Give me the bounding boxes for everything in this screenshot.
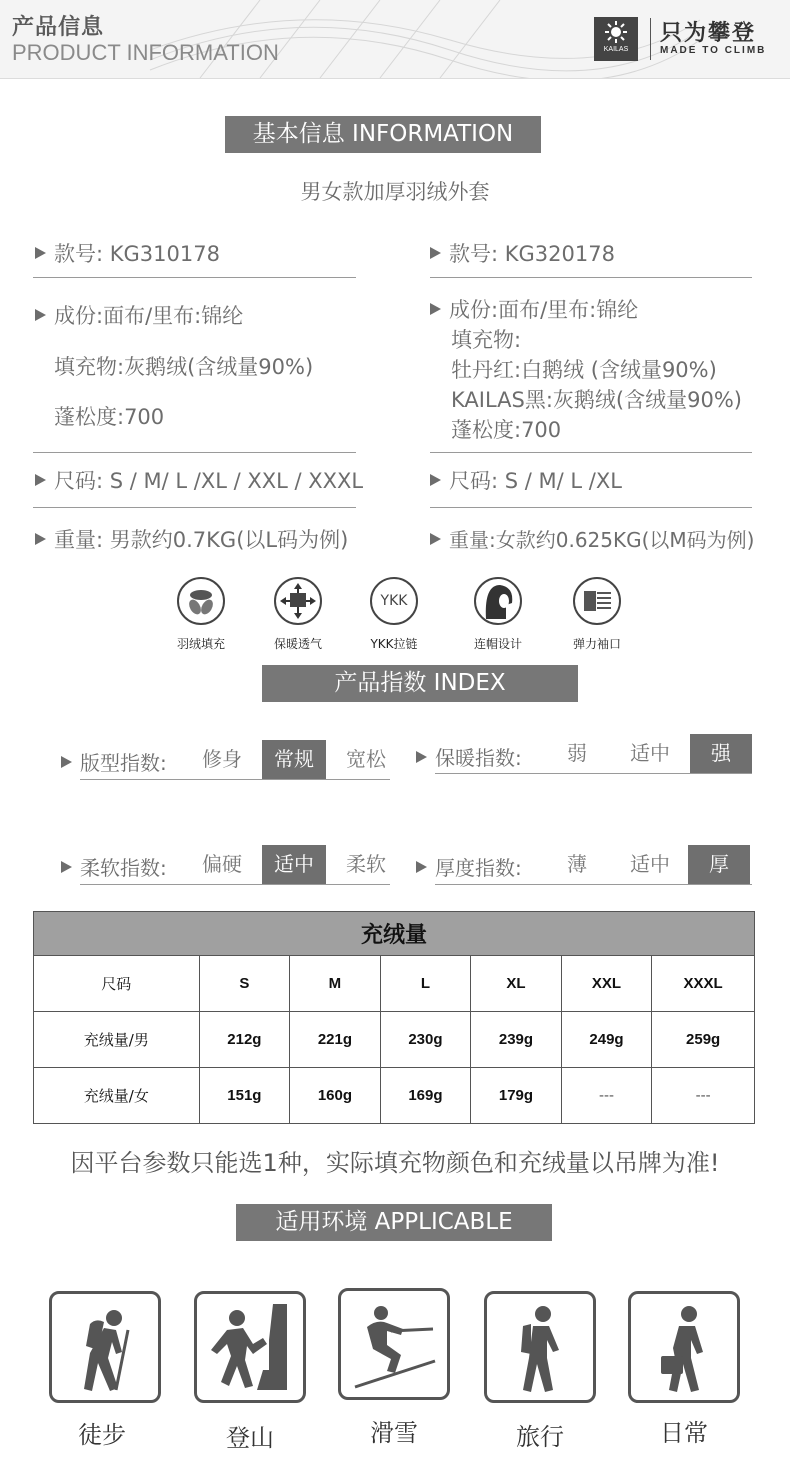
arrow-icon [35,474,46,486]
table-cell: 230g [380,1012,471,1068]
divider [80,884,390,885]
right-sizes: 尺码: S / M/ L /XL [430,465,622,495]
activity-label-travel: 旅行 [516,1423,564,1451]
daily-icon [628,1291,740,1403]
table-title: 充绒量 [34,912,755,956]
table-cell: 259g [652,1012,755,1068]
table-cell: 尺码 [34,956,200,1012]
table-cell: 充绒量/男 [34,1012,200,1068]
arrow-icon [430,474,441,486]
thickness-option-medium: 适中 [630,852,670,876]
slogan-en: MADE TO CLIMB [660,45,767,56]
arrow-icon [416,861,427,873]
fit-option-loose: 宽松 [346,747,386,771]
arrow-icon [61,861,72,873]
arrow-icon [430,247,441,259]
table-cell: XL [471,956,562,1012]
right-loft: 蓬松度:700 [451,418,562,442]
left-filling: 填充物:灰鹅绒(含绒量90%) [54,355,314,379]
arrow-icon [35,533,46,545]
activity-label-daily: 日常 [660,1419,708,1447]
table-row [34,1012,755,1068]
right-composition: 成份:面布/里布:锦纶 [430,294,638,324]
softness-option-soft: 柔软 [346,852,386,876]
platform-note: 因平台参数只能选1种，实际填充物颜色和充绒量以吊牌为准! [70,1149,720,1177]
softness-option-hard: 偏硬 [202,852,242,876]
warmth-option-weak: 弱 [567,741,587,765]
feature-hood: 连帽设计 [448,577,548,652]
warmth-option-medium: 适中 [630,741,670,765]
divider [435,773,752,774]
softness-option-medium: 适中 [262,845,326,884]
warmth-option-strong: 强 [690,734,752,773]
header-title-cn: 产品信息 [12,15,105,40]
table-cell: 151g [199,1068,290,1124]
table-cell: 249g [561,1012,652,1068]
arrow-icon [416,751,427,763]
applicable-title: 适用环境 APPLICABLE [236,1204,552,1241]
brand-name: KAILAS [603,46,629,53]
table-cell: 充绒量/女 [34,1068,200,1124]
right-model: 款号: KG320178 [430,238,615,268]
table-cell: 169g [380,1068,471,1124]
table-cell: L [380,956,471,1012]
arrow-icon [430,533,441,545]
left-sizes: 尺码: S / M/ L /XL / XXL / XXXL [35,465,363,495]
divider [33,507,356,508]
feature-ykk-zipper: YKK YKK拉链 [344,577,444,652]
right-filling-1: 牡丹红:白鹅绒 (含绒量90%) [451,358,717,382]
divider [435,884,752,885]
warm-breathable-icon [274,577,322,625]
thickness-option-thick: 厚 [688,845,750,884]
slogan-cn: 只为攀登 [660,21,757,46]
divider [430,507,752,508]
softness-index-label: 柔软指数: [61,852,167,881]
arrow-icon [430,303,441,315]
feature-elastic-cuff: 弹力袖口 [547,577,647,652]
fit-option-regular: 常规 [262,740,326,779]
down-feather-icon [177,577,225,625]
feature-down-fill: 羽绒填充 [151,577,251,652]
sun-logo-icon [594,17,638,47]
arrow-icon [61,756,72,768]
table-cell: --- [561,1068,652,1124]
hiking-icon [49,1291,161,1403]
thickness-option-thin: 薄 [567,852,587,876]
table-cell: 239g [471,1012,562,1068]
skiing-icon [338,1288,450,1400]
elastic-cuff-icon [573,577,621,625]
activity-label-hiking: 徒步 [78,1421,126,1449]
table-cell: 212g [199,1012,290,1068]
divider [80,779,390,780]
basic-info-title: 基本信息 INFORMATION [225,116,541,153]
travel-icon [484,1291,596,1403]
product-name: 男女款加厚羽绒外套 [300,180,490,204]
left-composition: 成份:面布/里布:锦纶 [35,300,243,330]
kailas-logo [594,17,638,61]
ykk-zipper-icon: YKK [370,577,418,625]
left-loft: 蓬松度:700 [54,405,165,429]
header-title-en: PRODUCT INFORMATION [12,40,279,65]
table-cell: 179g [471,1068,562,1124]
divider [430,452,752,453]
arrow-icon [35,309,46,321]
hood-icon [474,577,522,625]
activity-label-skiing: 滑雪 [370,1419,418,1447]
table-header-row [34,956,755,1012]
table-cell: XXL [561,956,652,1012]
activity-label-climbing: 登山 [226,1424,274,1452]
arrow-icon [35,247,46,259]
warmth-index-label: 保暖指数: [416,742,522,771]
thickness-index-label: 厚度指数: [416,852,522,881]
right-weight: 重量:女款约0.625KG(以M码为例) [430,524,754,553]
left-model: 款号: KG310178 [35,238,220,268]
climbing-icon [194,1291,306,1403]
fill-amount-table [33,911,755,1124]
index-title: 产品指数 INDEX [262,665,578,702]
table-cell: 160g [290,1068,381,1124]
table-cell: --- [652,1068,755,1124]
divider [33,452,356,453]
page-header [0,0,790,79]
right-filling-label: 填充物: [451,328,522,352]
table-cell: XXXL [652,956,755,1012]
fit-option-slim: 修身 [202,747,242,771]
feature-warm-breathable: 保暖透气 [248,577,348,652]
table-cell: M [290,956,381,1012]
logo-divider [650,18,651,60]
divider [430,277,752,278]
right-filling-2: KAILAS黑:灰鹅绒(含绒量90%) [451,388,742,412]
fit-index-label: 版型指数: [61,747,167,776]
table-row [34,1068,755,1124]
table-cell: S [199,956,290,1012]
table-cell: 221g [290,1012,381,1068]
left-weight: 重量: 男款约0.7KG(以L码为例) [35,524,348,554]
divider [33,277,356,278]
